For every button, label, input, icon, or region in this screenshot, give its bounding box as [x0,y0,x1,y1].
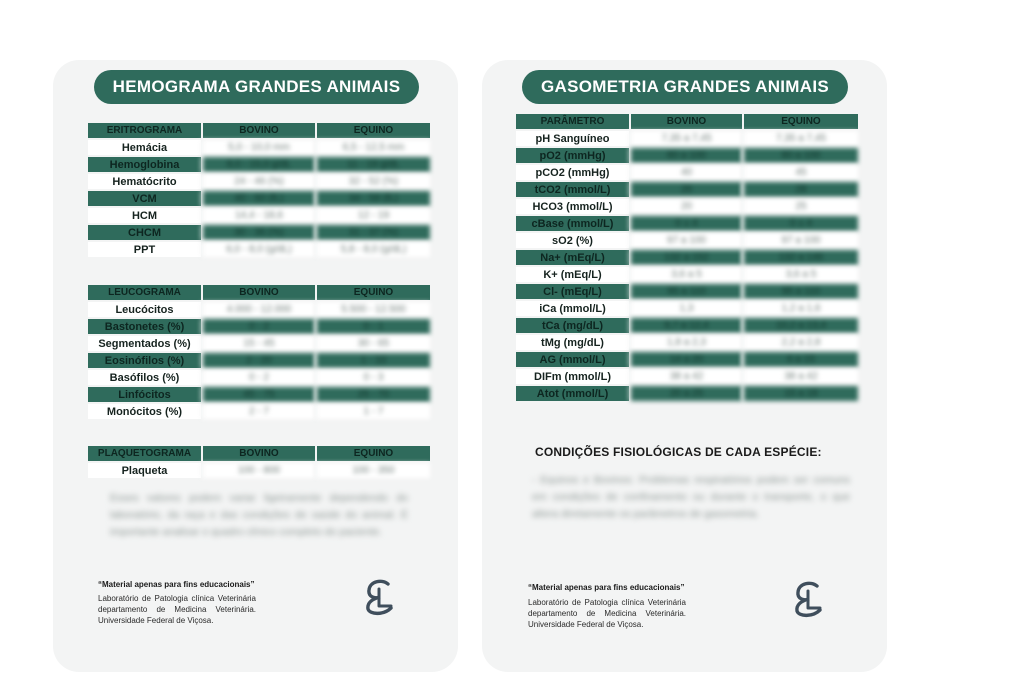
eritrograma-header-equino: EQUINO [315,123,430,138]
plaquetograma-cell-label: Plaqueta [88,463,201,478]
gasometria-row [516,165,858,180]
gasometria-row [516,250,858,265]
eritrograma-cell-bovino: 5,0 - 10,0 mm [201,140,315,155]
gasometria-cell-label: sO2 (%) [516,233,629,248]
leucograma-row [88,404,430,419]
gasometria-row [516,216,858,231]
gasometria-cell-equino: 38 a 42 [742,369,858,384]
leucograma-cell-bovino: 2 - 20 [201,353,315,368]
gasometria-cell-bovino: 132 a 152 [629,250,742,265]
gasometria-cell-label: pCO2 (mmHg) [516,165,629,180]
eritrograma-cell-bovino: 8,0 - 15,0 g/dL [201,157,315,172]
eritrograma-cell-bovino: 30 - 36 (%) [201,225,315,240]
gasometria-cell-equino: 1,2 a 1,6 [742,301,858,316]
eritrograma-cell-equino: 12 - 19 [315,208,430,223]
gasometria-cell-equino: 3,6 a 5 [742,267,858,282]
plaquetograma-header-equino: EQUINO [315,446,430,461]
leucograma-cell-bovino: 2 - 7 [201,404,315,419]
gasometria-row [516,335,858,350]
conditions-text: - Equinos e Bovinos: Problemas respiratórios podem ser comuns em condições de confinamento ou durante o transporte, o que altera diretamente os parâmetros de gasometria. [532,474,850,520]
gasometria-row [516,369,858,384]
leucograma-cell-label: Monócitos (%) [88,404,201,419]
hemograma-title: HEMOGRAMA GRANDES ANIMAIS [94,70,419,104]
eritrograma-cell-equino: 6,5 - 12,5 mm [315,140,430,155]
gasometria-cell-label: pH Sanguíneo [516,131,629,146]
gasometria-cell-bovino: 95 a 110 [629,284,742,299]
leucograma-row [88,353,430,368]
leucograma-header-label: LEUCOGRAMA [88,285,201,300]
eritrograma-header-label: ERITROGRAMA [88,123,201,138]
gasometria-cell-bovino: 14 a 20 [629,352,742,367]
gasometria-row [516,199,858,214]
eritrograma-cell-bovino: 6,0 - 8,0 (g/dL) [201,242,315,257]
leucograma-cell-equino: 1 - 7 [315,404,430,419]
gasometria-cell-equino: 80 a 100 [742,148,858,163]
eritrograma-row [88,140,430,155]
eritrograma-row [88,157,430,172]
gasometria-cell-bovino: 7,35 a 7,45 [629,131,742,146]
leucograma-cell-equino: 0 - 1 [315,319,430,334]
leucograma-cell-bovino: 0 - 2 [201,370,315,385]
eritrograma-row [88,208,430,223]
gasometria-cell-bovino: 97 a 100 [629,233,742,248]
leucograma-cell-label: Eosinófilos (%) [88,353,201,368]
gasometria-row [516,148,858,163]
eritrograma-cell-bovino: 24 - 46 (%) [201,174,315,189]
leucograma-cell-label: Segmentados (%) [88,336,201,351]
leucograma-cell-bovino: 15 - 45 [201,336,315,351]
gasometria-cell-label: Na+ (mEq/L) [516,250,629,265]
gasometria-footer-text: Laboratório de Patologia clínica Veterinária departamento de Medicina Veterinária. Universidade Federal de Viçosa. [528,598,686,629]
gasometria-row [516,182,858,197]
eritrograma-cell-bovino: 40 - 60 (fL) [201,191,315,206]
eritrograma-cell-label: Hematócrito [88,174,201,189]
leucograma-cell-label: Leucócitos [88,302,201,317]
plaquetograma-table [88,444,430,480]
gasometria-cell-label: HCO3 (mmol/L) [516,199,629,214]
leucograma-row [88,319,430,334]
plaquetograma-cell-equino: 100 - 350 [315,463,430,478]
gasometria-cell-label: Atot (mmol/L) [516,386,629,401]
gasometria-cell-label: tCO2 (mmol/L) [516,182,629,197]
gasometria-cell-bovino: 3,6 a 5 [629,267,742,282]
gasometria-row [516,284,858,299]
gasometria-card [482,60,887,672]
leucograma-cell-bovino: 0 - 2 [201,319,315,334]
gasometria-footer-title: “Material apenas para fins educacionais” [528,583,685,592]
eritrograma-cell-equino: 31 - 37 (%) [315,225,430,240]
plaquetograma-header-bovino: BOVINO [201,446,315,461]
hemograma-footer-title: “Material apenas para fins educacionais” [98,580,255,589]
eritrograma-cell-label: PPT [88,242,201,257]
gasometria-cell-bovino: 1,3 [629,301,742,316]
gasometria-cell-equino: 28 [742,182,858,197]
eritrograma-cell-equino: 32 - 52 (%) [315,174,430,189]
gasometria-cell-bovino: 40 [629,165,742,180]
gasometria-row [516,386,858,401]
gasometria-row [516,233,858,248]
gasometria-row [516,352,858,367]
leucograma-cell-label: Basófilos (%) [88,370,201,385]
gasometria-cell-equino: 0 ± 4 [742,216,858,231]
gasometria-header-row [516,114,858,129]
eritrograma-cell-label: Hemácia [88,140,201,155]
leucograma-cell-label: Linfócitos [88,387,201,402]
hemograma-footer-text: Laboratório de Patologia clínica Veterinária departamento de Medicina Veterinária. Universidade Federal de Viçosa. [98,594,256,625]
gasometria-cell-label: tMg (mg/dL) [516,335,629,350]
gasometria-header-bovino: BOVINO [629,114,742,129]
gasometria-cell-equino: 132 a 146 [742,250,858,265]
cl-monogram-logo-icon [789,578,829,618]
gasometria-row [516,301,858,316]
gasometria-cell-equino: 7,35 a 7,45 [742,131,858,146]
gasometria-cell-bovino: 1,8 a 2,3 [629,335,742,350]
hemograma-card [53,60,458,672]
gasometria-header-equino: EQUINO [742,114,858,129]
leucograma-cell-label: Bastonetes (%) [88,319,201,334]
gasometria-row [516,267,858,282]
gasometria-title: GASOMETRIA GRANDES ANIMAIS [522,70,848,104]
gasometria-cell-equino: 45 [742,165,858,180]
gasometria-cell-bovino: 20 [629,199,742,214]
gasometria-row [516,131,858,146]
gasometria-cell-equino: 10,2 a 13,4 [742,318,858,333]
gasometria-cell-bovino: 26 [629,182,742,197]
leucograma-cell-equino: 5.500 - 12.500 [315,302,430,317]
eritrograma-cell-bovino: 14,4 - 18,6 [201,208,315,223]
eritrograma-cell-label: Hemoglobina [88,157,201,172]
eritrograma-row [88,242,430,257]
leucograma-header-row [88,285,430,300]
leucograma-row [88,336,430,351]
leucograma-header-equino: EQUINO [315,285,430,300]
conditions-heading: CONDIÇÕES FISIOLÓGICAS DE CADA ESPÉCIE: [535,445,822,459]
gasometria-cell-label: AG (mmol/L) [516,352,629,367]
cl-monogram-logo-icon [360,576,400,616]
gasometria-header-label: PARÂMETRO [516,114,629,129]
gasometria-cell-equino: 95 a 110 [742,284,858,299]
eritrograma-header-row [88,123,430,138]
gasometria-cell-equino: 97 a 100 [742,233,858,248]
leucograma-table [88,283,430,421]
eritrograma-table [88,121,430,259]
gasometria-cell-label: pO2 (mmHg) [516,148,629,163]
gasometria-table [516,112,858,403]
leucograma-header-bovino: BOVINO [201,285,315,300]
eritrograma-cell-equino: 5,8 - 8,0 (g/dL) [315,242,430,257]
eritrograma-cell-label: HCM [88,208,201,223]
gasometria-cell-equino: 15 a 18 [742,386,858,401]
gasometria-cell-equino: 6 a 15 [742,352,858,367]
gasometria-cell-equino: 25 [742,199,858,214]
eritrograma-row [88,191,430,206]
plaquetograma-header-label: PLAQUETOGRAMA [88,446,201,461]
eritrograma-row [88,174,430,189]
eritrograma-cell-equino: 34 - 58 (fL) [315,191,430,206]
leucograma-cell-equino: 25 - 70 [315,387,430,402]
gasometria-cell-label: iCa (mmol/L) [516,301,629,316]
gasometria-cell-bovino: 80 a 100 [629,148,742,163]
eritrograma-cell-equino: 11 - 19 g/dL [315,157,430,172]
plaquetograma-row [88,463,430,478]
gasometria-cell-label: K+ (mEq/L) [516,267,629,282]
gasometria-cell-bovino: 0 ± 4 [629,216,742,231]
gasometria-cell-bovino: 38 a 42 [629,369,742,384]
leucograma-row [88,302,430,317]
gasometria-cell-bovino: 20 a 25 [629,386,742,401]
plaquetograma-cell-bovino: 100 - 800 [201,463,315,478]
gasometria-cell-label: DIFm (mmol/L) [516,369,629,384]
leucograma-cell-equino: 0 - 3 [315,370,430,385]
eritrograma-cell-label: CHCM [88,225,201,240]
eritrograma-header-bovino: BOVINO [201,123,315,138]
leucograma-cell-bovino: 45 - 75 [201,387,315,402]
plaquetograma-header-row [88,446,430,461]
leucograma-row [88,387,430,402]
eritrograma-row [88,225,430,240]
leucograma-cell-equino: 1 - 10 [315,353,430,368]
leucograma-cell-bovino: 4.000 - 12.000 [201,302,315,317]
gasometria-cell-label: cBase (mmol/L) [516,216,629,231]
leucograma-cell-equino: 30 - 65 [315,336,430,351]
gasometria-cell-bovino: 9,7 a 12,4 [629,318,742,333]
gasometria-cell-label: Cl- (mEq/L) [516,284,629,299]
eritrograma-cell-label: VCM [88,191,201,206]
leucograma-row [88,370,430,385]
gasometria-cell-equino: 2,2 a 2,8 [742,335,858,350]
hemograma-note: Esses valores podem variar ligeiramente dependendo do laboratório, da raça e das condições de saúde do animal. É importante analisar o quadro clínico completo do paciente. [110,492,408,538]
gasometria-row [516,318,858,333]
gasometria-cell-label: tCa (mg/dL) [516,318,629,333]
